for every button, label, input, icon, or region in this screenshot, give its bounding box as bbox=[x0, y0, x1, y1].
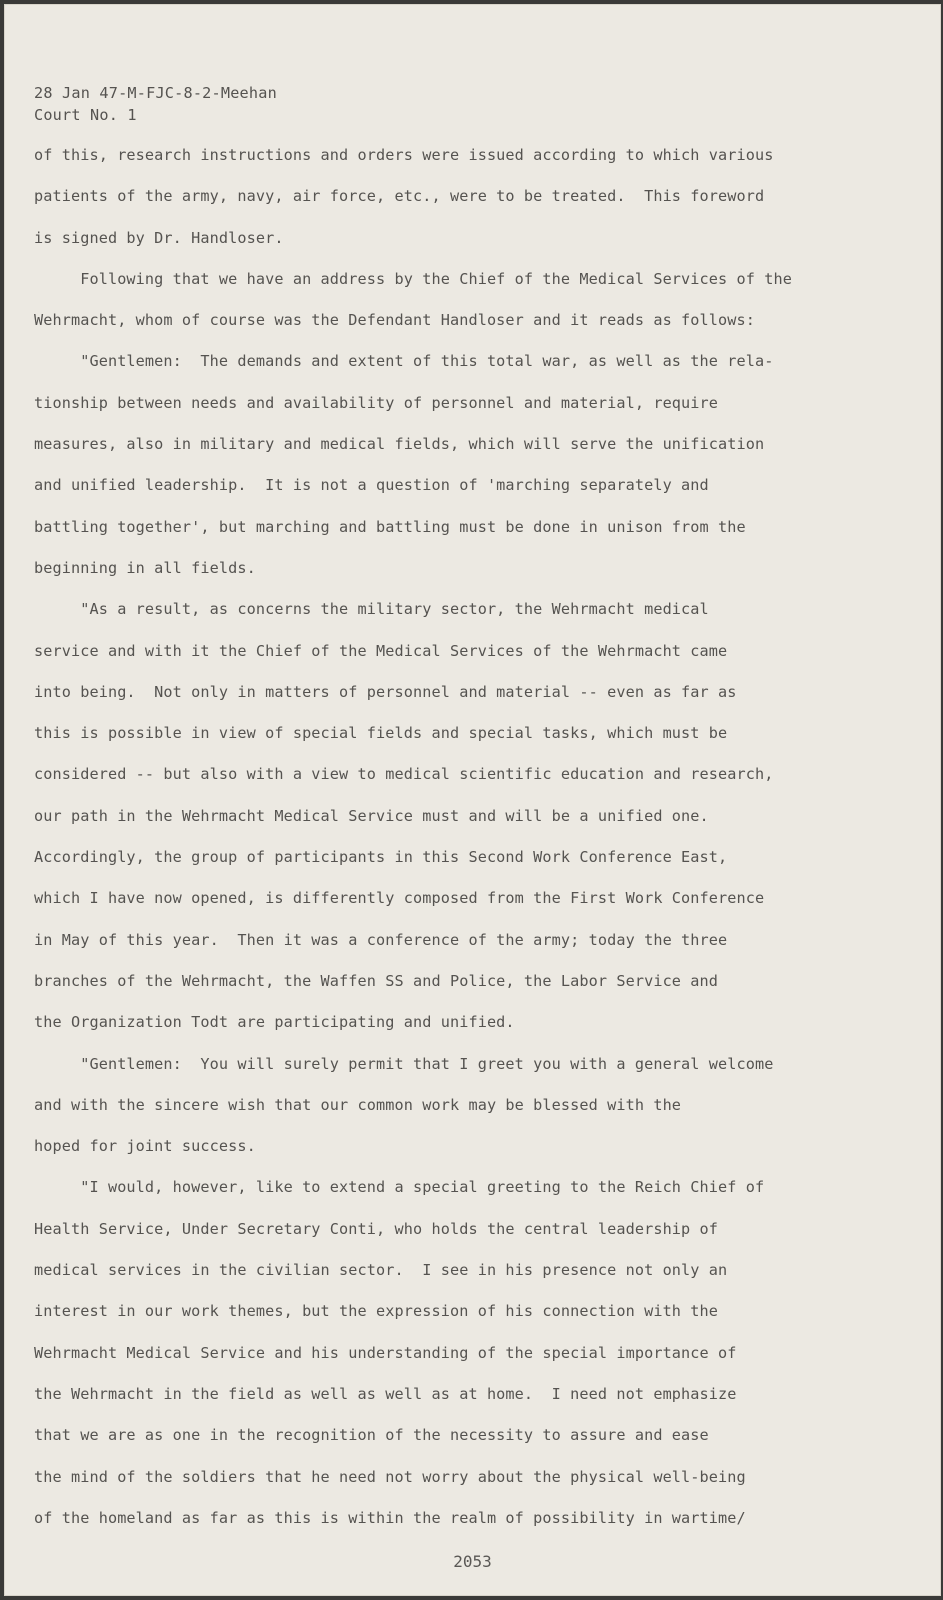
document-page bbox=[4, 4, 941, 1596]
body-line: Health Service, Under Secretary Conti, who holds the central leadership of bbox=[34, 1219, 719, 1238]
body-line: patients of the army, navy, air force, etc., were to be treated. This foreword bbox=[34, 187, 765, 206]
body-line: Following that we have an address by the Chief of the Medical Services of the bbox=[34, 269, 792, 288]
body-line: "Gentlemen: The demands and extent of this total war, as well as the rela- bbox=[34, 352, 774, 371]
body-line: the Organization Todt are participating and unified. bbox=[34, 1013, 515, 1032]
page-number: 2053 bbox=[453, 1552, 492, 1571]
body-line: "As a result, as concerns the military sector, the Wehrmacht medical bbox=[34, 600, 709, 619]
body-line: this is possible in view of special fields and special tasks, which must be bbox=[34, 724, 728, 743]
body-line: Wehrmacht Medical Service and his understanding of the special importance of bbox=[34, 1343, 737, 1362]
body-line: measures, also in military and medical fields, which will serve the unification bbox=[34, 435, 765, 454]
body-line: "Gentlemen: You will surely permit that I greet you with a general welcome bbox=[34, 1054, 774, 1073]
header-reference-line: 28 Jan 47-M-FJC-8-2-Meehan bbox=[34, 84, 277, 102]
body-line: service and with it the Chief of the Medical Services of the Wehrmacht came bbox=[34, 641, 728, 660]
body-line: tionship between needs and availability of personnel and material, require bbox=[34, 393, 719, 412]
body-line: is signed by Dr. Handloser. bbox=[34, 228, 284, 247]
body-line: in May of this year. Then it was a conference of the army; today the three bbox=[34, 930, 728, 949]
body-line: Accordingly, the group of participants in this Second Work Conference East, bbox=[34, 848, 728, 867]
document-body bbox=[34, 135, 914, 1539]
body-line: into being. Not only in matters of personnel and material -- even as far as bbox=[34, 682, 737, 701]
body-line: medical services in the civilian sector. I see in his presence not only an bbox=[34, 1261, 728, 1280]
body-line: "I would, however, like to extend a special greeting to the Reich Chief of bbox=[34, 1178, 765, 1197]
body-line: of this, research instructions and orders were issued according to which various bbox=[34, 146, 774, 164]
body-line: that we are as one in the recognition of the necessity to assure and ease bbox=[34, 1426, 709, 1445]
body-line: battling together', but marching and battling must be done in unison from the bbox=[34, 517, 746, 536]
body-line: considered -- but also with a view to medical scientific education and research, bbox=[34, 765, 774, 784]
header-court-line: Court No. 1 bbox=[34, 106, 137, 124]
body-line: our path in the Wehrmacht Medical Service must and will be a unified one. bbox=[34, 806, 709, 825]
body-line: interest in our work themes, but the expression of his connection with the bbox=[34, 1302, 719, 1321]
body-line: branches of the Wehrmacht, the Waffen SS and Police, the Labor Service and bbox=[34, 971, 719, 990]
body-line: and unified leadership. It is not a question of 'marching separately and bbox=[34, 476, 709, 495]
body-line: beginning in all fields. bbox=[34, 558, 256, 577]
body-line: and with the sincere wish that our common work may be blessed with the bbox=[34, 1095, 682, 1114]
body-line: of the homeland as far as this is within the realm of possibility in wartime/ bbox=[34, 1508, 746, 1527]
body-line: Wehrmacht, whom of course was the Defendant Handloser and it reads as follows: bbox=[34, 311, 756, 330]
body-line: hoped for joint success. bbox=[34, 1137, 256, 1156]
body-line: which I have now opened, is differently composed from the First Work Conference bbox=[34, 889, 765, 908]
body-line: the mind of the soldiers that he need not worry about the physical well-being bbox=[34, 1467, 746, 1486]
body-line: the Wehrmacht in the field as well as well as at home. I need not emphasize bbox=[34, 1384, 737, 1403]
document-header bbox=[34, 82, 277, 126]
